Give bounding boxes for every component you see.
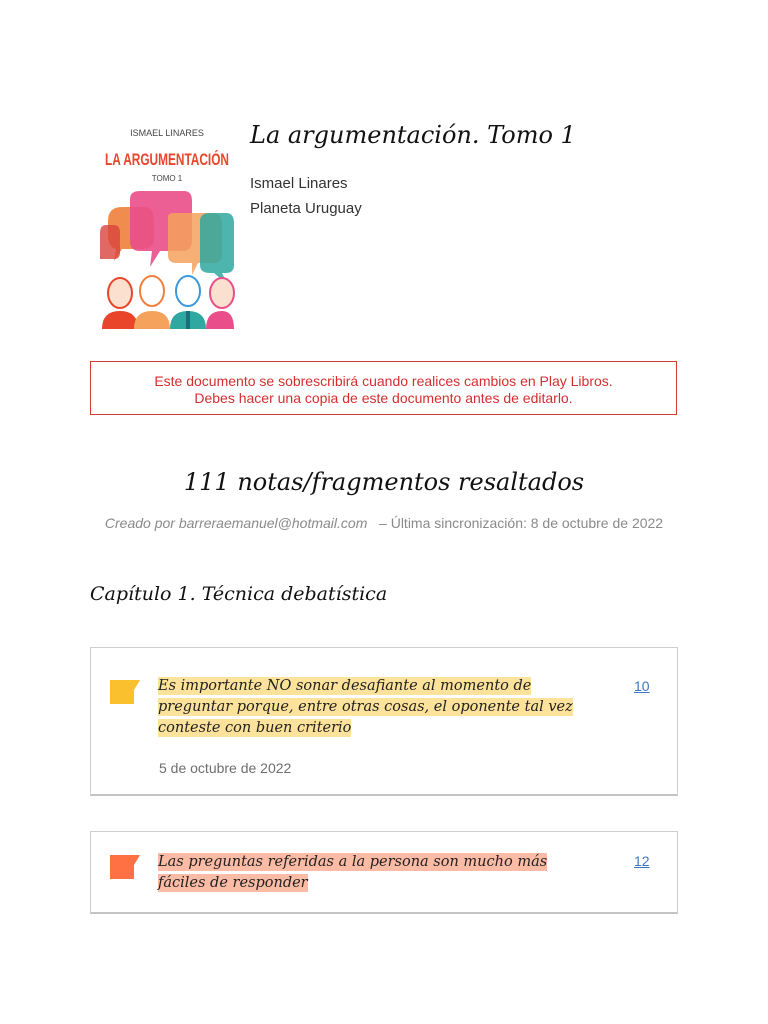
notes-count-heading: 111 notas/fragmentos resaltados	[183, 468, 585, 496]
note-quote	[158, 852, 598, 894]
book-title: La argumentación. Tomo 1	[250, 121, 576, 149]
note-quote	[158, 676, 598, 739]
book-author: Ismael Linares	[250, 175, 348, 192]
last-sync-text: – Última sincronización: 8 de octubre de 2022	[379, 515, 664, 531]
note-date: 5 de octubre de 2022	[159, 760, 292, 776]
book-meta	[250, 171, 362, 221]
warning-line-2: Debes hacer una copia de este documento antes de editarlo.	[194, 390, 573, 406]
note-card	[90, 647, 678, 796]
sync-info	[0, 515, 768, 531]
chapter-heading: Capítulo 1. Técnica debatística	[90, 583, 388, 605]
page-number-link[interactable]: 12	[634, 853, 650, 869]
highlighted-text: Es importante NO sonar desafiante al momento de preguntar porque, entre otras cosas, el oponente tal vez conteste con buen criterio	[158, 678, 573, 736]
book-publisher: Planeta Uruguay	[250, 200, 362, 217]
cover-volume-text: TOMO 1	[151, 174, 183, 183]
bookmark-flag-icon	[110, 855, 140, 879]
cover-author-text: ISMAEL LINARES	[130, 128, 204, 138]
book-cover-image	[100, 125, 234, 329]
created-by-text: Creado por barreraemanuel@hotmail.com	[104, 515, 368, 531]
overwrite-warning-box	[90, 361, 677, 415]
highlighted-text: Las preguntas referidas a la persona son mucho más fáciles de responder	[158, 854, 548, 891]
cover-title-text: LA ARGUMENTACIÓN	[105, 150, 229, 169]
warning-line-1: Este documento se sobrescribirá cuando realices cambios en Play Libros.	[154, 373, 613, 389]
bookmark-flag-icon	[110, 680, 140, 704]
page-number-link[interactable]: 10	[634, 678, 650, 694]
note-card	[90, 831, 678, 914]
